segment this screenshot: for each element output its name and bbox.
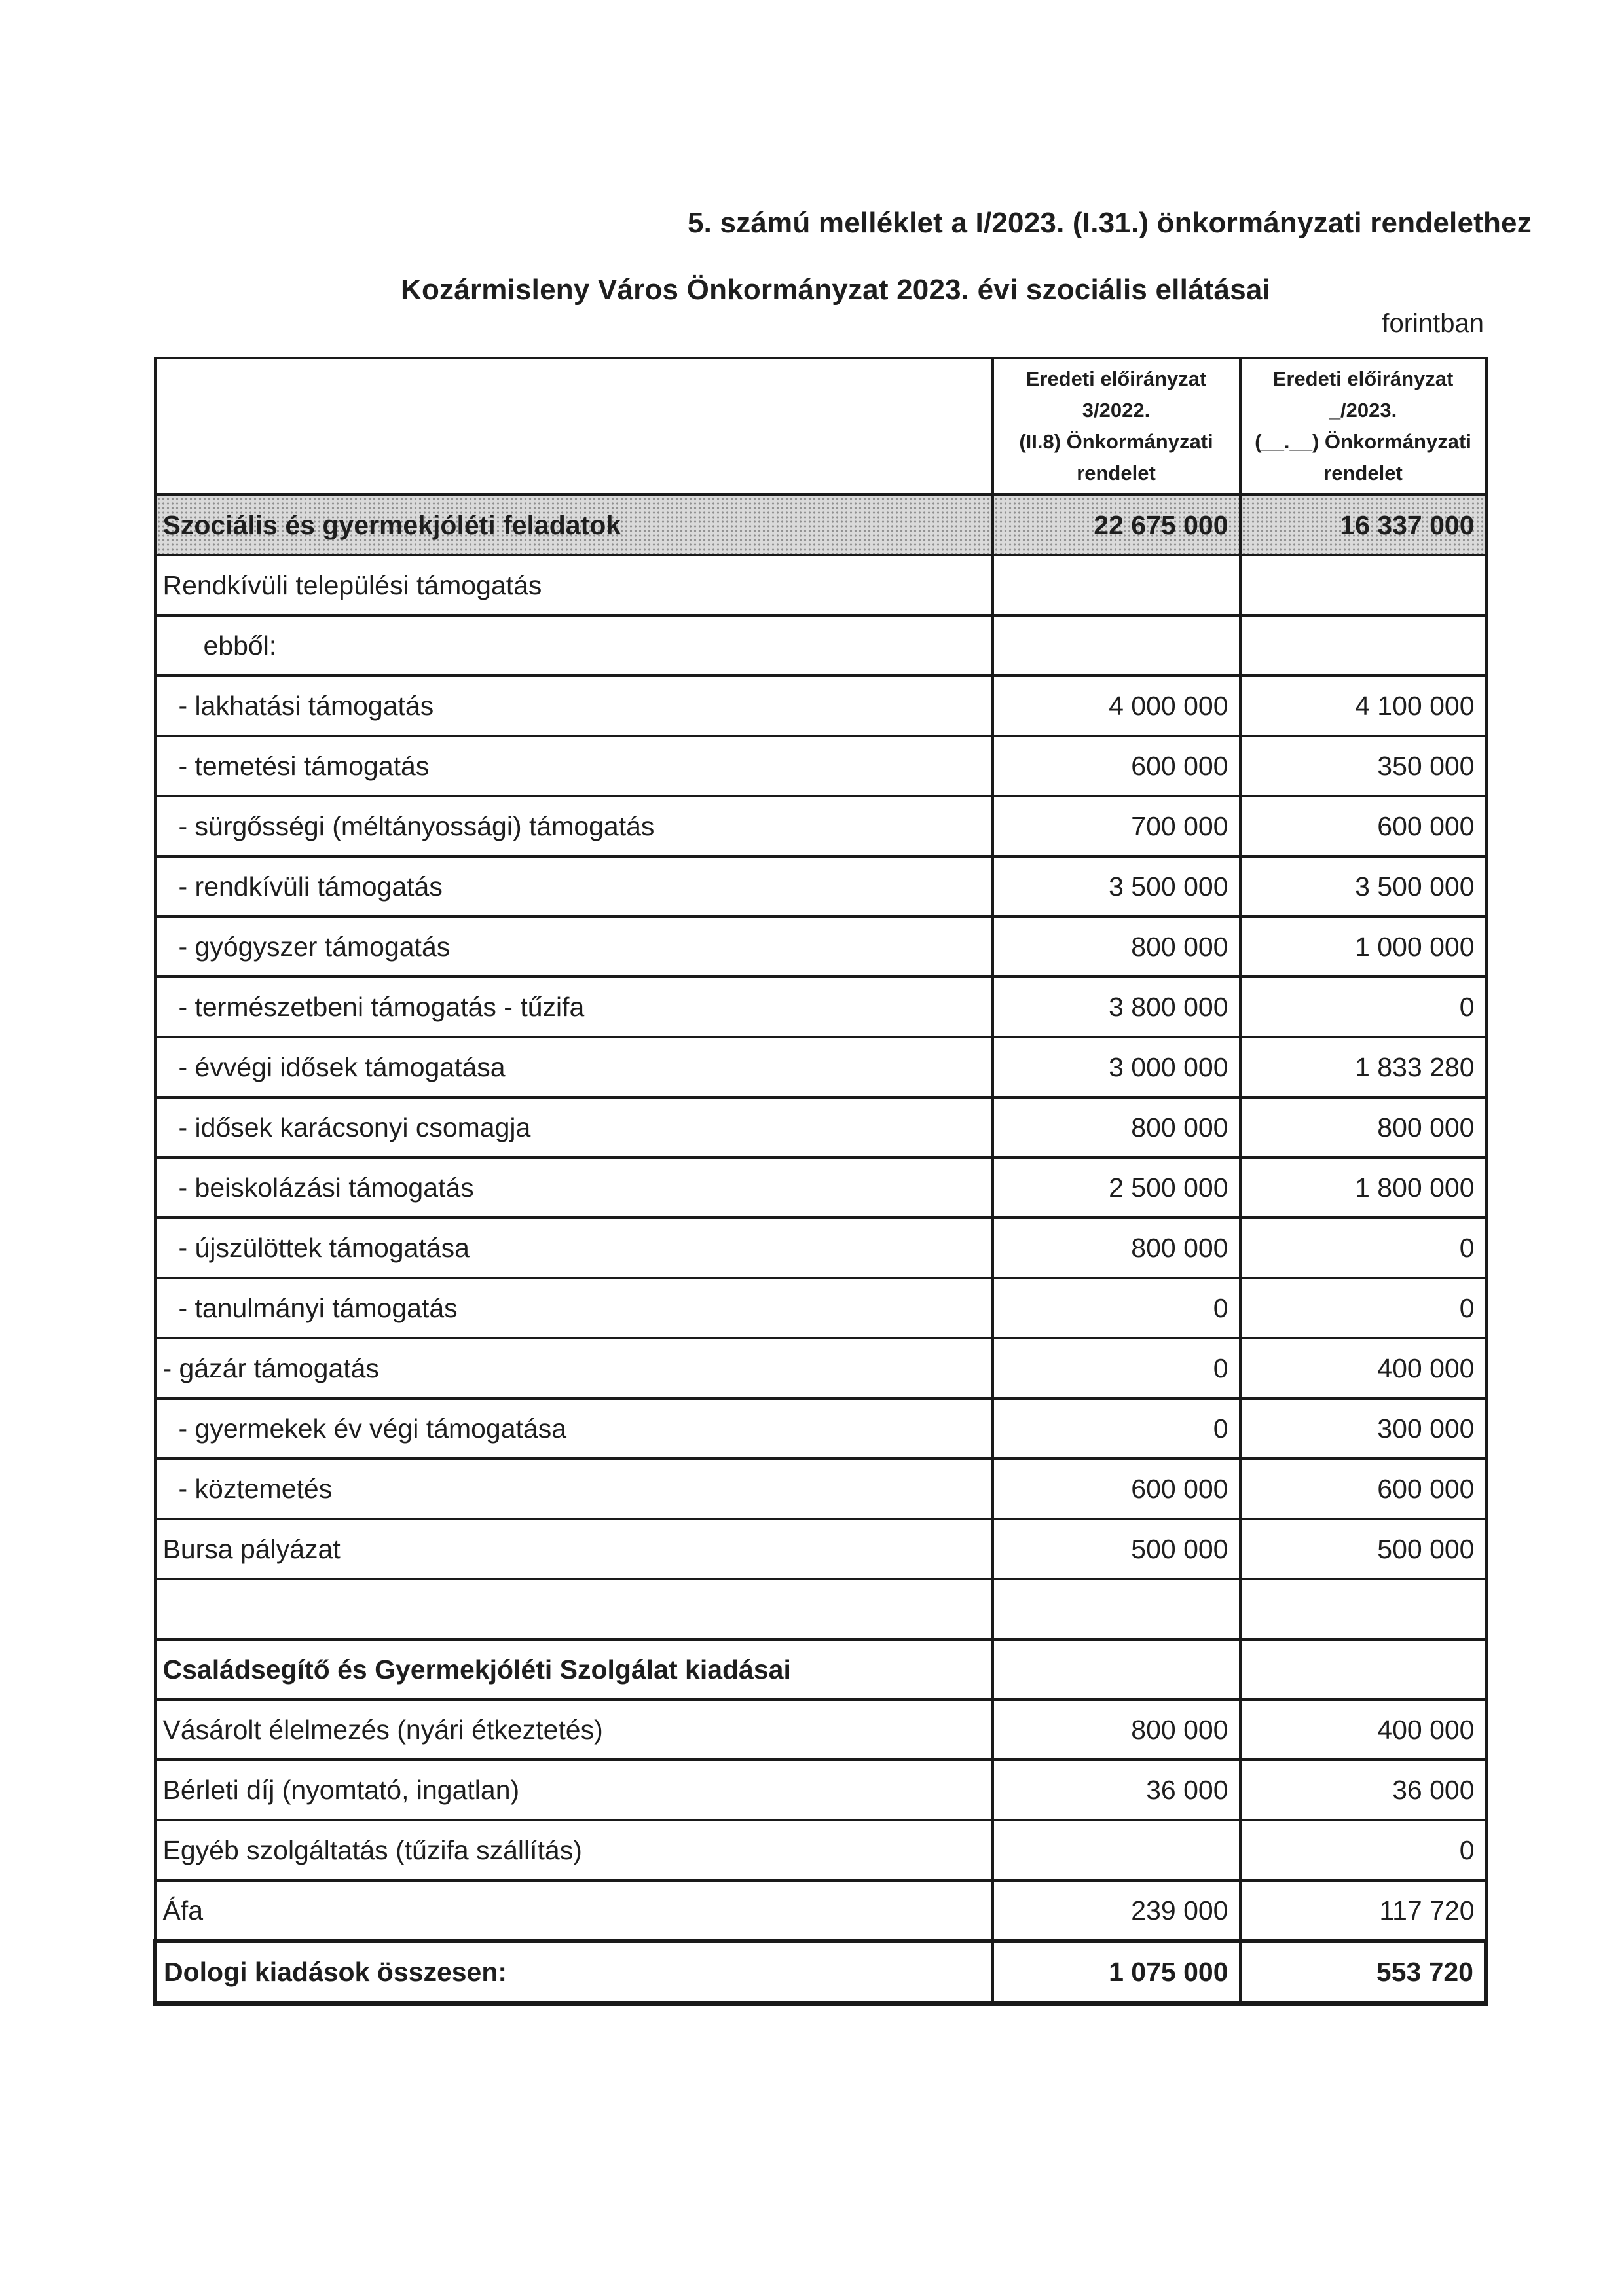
row-label: Szociális és gyermekjóléti feladatok bbox=[155, 495, 993, 556]
value-2022 bbox=[993, 615, 1240, 676]
table-row bbox=[155, 1700, 1486, 1760]
value-2023: 600 000 bbox=[1240, 796, 1486, 856]
table-row bbox=[155, 796, 1486, 856]
table-row bbox=[155, 1278, 1486, 1338]
table-row bbox=[155, 1579, 1486, 1639]
value-2023: 400 000 bbox=[1240, 1338, 1486, 1398]
row-label: - lakhatási támogatás bbox=[155, 676, 993, 736]
table-row bbox=[155, 555, 1486, 615]
table-row bbox=[155, 1639, 1486, 1700]
table-row bbox=[155, 1218, 1486, 1278]
table-row bbox=[155, 1459, 1486, 1519]
unit-label: forintban bbox=[1382, 309, 1484, 338]
row-label: Bérleti díj (nyomtató, ingatlan) bbox=[155, 1760, 993, 1820]
row-label: - idősek karácsonyi csomagja bbox=[155, 1097, 993, 1157]
value-2022 bbox=[993, 1820, 1240, 1880]
table-row bbox=[155, 1760, 1486, 1820]
value-2023: 0 bbox=[1240, 977, 1486, 1037]
table-row bbox=[155, 736, 1486, 796]
header-line: Eredeti előirányzat 3/2022. bbox=[1025, 367, 1207, 422]
table-row bbox=[155, 495, 1486, 556]
value-2023 bbox=[1240, 555, 1486, 615]
value-2023: 0 bbox=[1240, 1278, 1486, 1338]
value-2022: 0 bbox=[993, 1398, 1240, 1459]
table-row bbox=[155, 1398, 1486, 1459]
row-label: - temetési támogatás bbox=[155, 736, 993, 796]
table-row bbox=[155, 676, 1486, 736]
header-empty-cell bbox=[155, 358, 993, 495]
row-label: - köztemetés bbox=[155, 1459, 993, 1519]
value-2022: 36 000 bbox=[993, 1760, 1240, 1820]
table-row bbox=[155, 1338, 1486, 1398]
table-row bbox=[155, 615, 1486, 676]
value-2022: 239 000 bbox=[993, 1880, 1240, 1941]
value-2023: 0 bbox=[1240, 1820, 1486, 1880]
table-body bbox=[155, 495, 1486, 2004]
header-col-2023 bbox=[1240, 358, 1486, 495]
table-row bbox=[155, 1941, 1486, 2003]
row-label: - gázár támogatás bbox=[155, 1338, 993, 1398]
value-2023: 117 720 bbox=[1240, 1880, 1486, 1941]
table-row bbox=[155, 856, 1486, 917]
row-label: Családsegítő és Gyermekjóléti Szolgálat kiadásai bbox=[155, 1639, 993, 1700]
value-2022: 600 000 bbox=[993, 1459, 1240, 1519]
value-2023: 500 000 bbox=[1240, 1519, 1486, 1579]
value-2022: 500 000 bbox=[993, 1519, 1240, 1579]
header-line: rendelet bbox=[1077, 462, 1156, 485]
value-2022: 22 675 000 bbox=[993, 495, 1240, 556]
header-col-2022 bbox=[993, 358, 1240, 495]
table-row bbox=[155, 1157, 1486, 1218]
value-2022 bbox=[993, 1579, 1240, 1639]
value-2022: 1 075 000 bbox=[993, 1941, 1240, 2003]
value-2022 bbox=[993, 1639, 1240, 1700]
table-row bbox=[155, 917, 1486, 977]
value-2023: 300 000 bbox=[1240, 1398, 1486, 1459]
value-2023: 553 720 bbox=[1240, 1941, 1486, 2003]
value-2022: 2 500 000 bbox=[993, 1157, 1240, 1218]
table-row bbox=[155, 1037, 1486, 1097]
row-label: Vásárolt élelmezés (nyári étkeztetés) bbox=[155, 1700, 993, 1760]
value-2023: 1 833 280 bbox=[1240, 1037, 1486, 1097]
value-2023: 800 000 bbox=[1240, 1097, 1486, 1157]
value-2022: 4 000 000 bbox=[993, 676, 1240, 736]
table-row bbox=[155, 1097, 1486, 1157]
header-line: rendelet bbox=[1323, 462, 1403, 485]
row-label: - rendkívüli támogatás bbox=[155, 856, 993, 917]
value-2022: 3 500 000 bbox=[993, 856, 1240, 917]
row-label: Áfa bbox=[155, 1880, 993, 1941]
table-row bbox=[155, 1880, 1486, 1941]
value-2022: 0 bbox=[993, 1278, 1240, 1338]
value-2022: 3 800 000 bbox=[993, 977, 1240, 1037]
table-row bbox=[155, 1519, 1486, 1579]
row-label: - természetbeni támogatás - tűzifa bbox=[155, 977, 993, 1037]
row-label: ebből: bbox=[155, 615, 993, 676]
value-2023: 350 000 bbox=[1240, 736, 1486, 796]
value-2023: 400 000 bbox=[1240, 1700, 1486, 1760]
value-2023: 36 000 bbox=[1240, 1760, 1486, 1820]
value-2023: 16 337 000 bbox=[1240, 495, 1486, 556]
header-line: (II.8) Önkormányzati bbox=[1019, 430, 1213, 454]
value-2023: 1 800 000 bbox=[1240, 1157, 1486, 1218]
value-2023: 4 100 000 bbox=[1240, 676, 1486, 736]
appendix-title: 5. számú melléklet a I/2023. (I.31.) önkormányzati rendelethez bbox=[688, 207, 1532, 239]
value-2023: 0 bbox=[1240, 1218, 1486, 1278]
value-2022 bbox=[993, 555, 1240, 615]
value-2023: 3 500 000 bbox=[1240, 856, 1486, 917]
row-label: - sürgősségi (méltányossági) támogatás bbox=[155, 796, 993, 856]
row-label: - gyermekek év végi támogatása bbox=[155, 1398, 993, 1459]
value-2023 bbox=[1240, 615, 1486, 676]
row-label: Egyéb szolgáltatás (tűzifa szállítás) bbox=[155, 1820, 993, 1880]
value-2022: 800 000 bbox=[993, 917, 1240, 977]
value-2022: 800 000 bbox=[993, 1218, 1240, 1278]
document-title: Kozármisleny Város Önkormányzat 2023. évi szociális ellátásai bbox=[401, 274, 1270, 306]
row-label: Rendkívüli települési támogatás bbox=[155, 555, 993, 615]
row-label: - beiskolázási támogatás bbox=[155, 1157, 993, 1218]
row-label: - tanulmányi támogatás bbox=[155, 1278, 993, 1338]
row-label: - gyógyszer támogatás bbox=[155, 917, 993, 977]
value-2022: 600 000 bbox=[993, 736, 1240, 796]
table-row bbox=[155, 1820, 1486, 1880]
table-header-row bbox=[155, 358, 1486, 495]
row-label: Bursa pályázat bbox=[155, 1519, 993, 1579]
row-label: - újszülöttek támogatása bbox=[155, 1218, 993, 1278]
row-label bbox=[155, 1579, 993, 1639]
value-2022: 0 bbox=[993, 1338, 1240, 1398]
value-2023 bbox=[1240, 1579, 1486, 1639]
value-2022: 700 000 bbox=[993, 796, 1240, 856]
value-2022: 3 000 000 bbox=[993, 1037, 1240, 1097]
row-label: Dologi kiadások összesen: bbox=[155, 1941, 993, 2003]
row-label: - évvégi idősek támogatása bbox=[155, 1037, 993, 1097]
value-2023: 600 000 bbox=[1240, 1459, 1486, 1519]
value-2022: 800 000 bbox=[993, 1700, 1240, 1760]
header-line: Eredeti előirányzat _/2023. bbox=[1272, 367, 1454, 422]
header-line: (__.__) Önkormányzati bbox=[1255, 430, 1471, 454]
social-benefits-table bbox=[153, 357, 1488, 2006]
value-2023 bbox=[1240, 1639, 1486, 1700]
table-row bbox=[155, 977, 1486, 1037]
value-2023: 1 000 000 bbox=[1240, 917, 1486, 977]
value-2022: 800 000 bbox=[993, 1097, 1240, 1157]
